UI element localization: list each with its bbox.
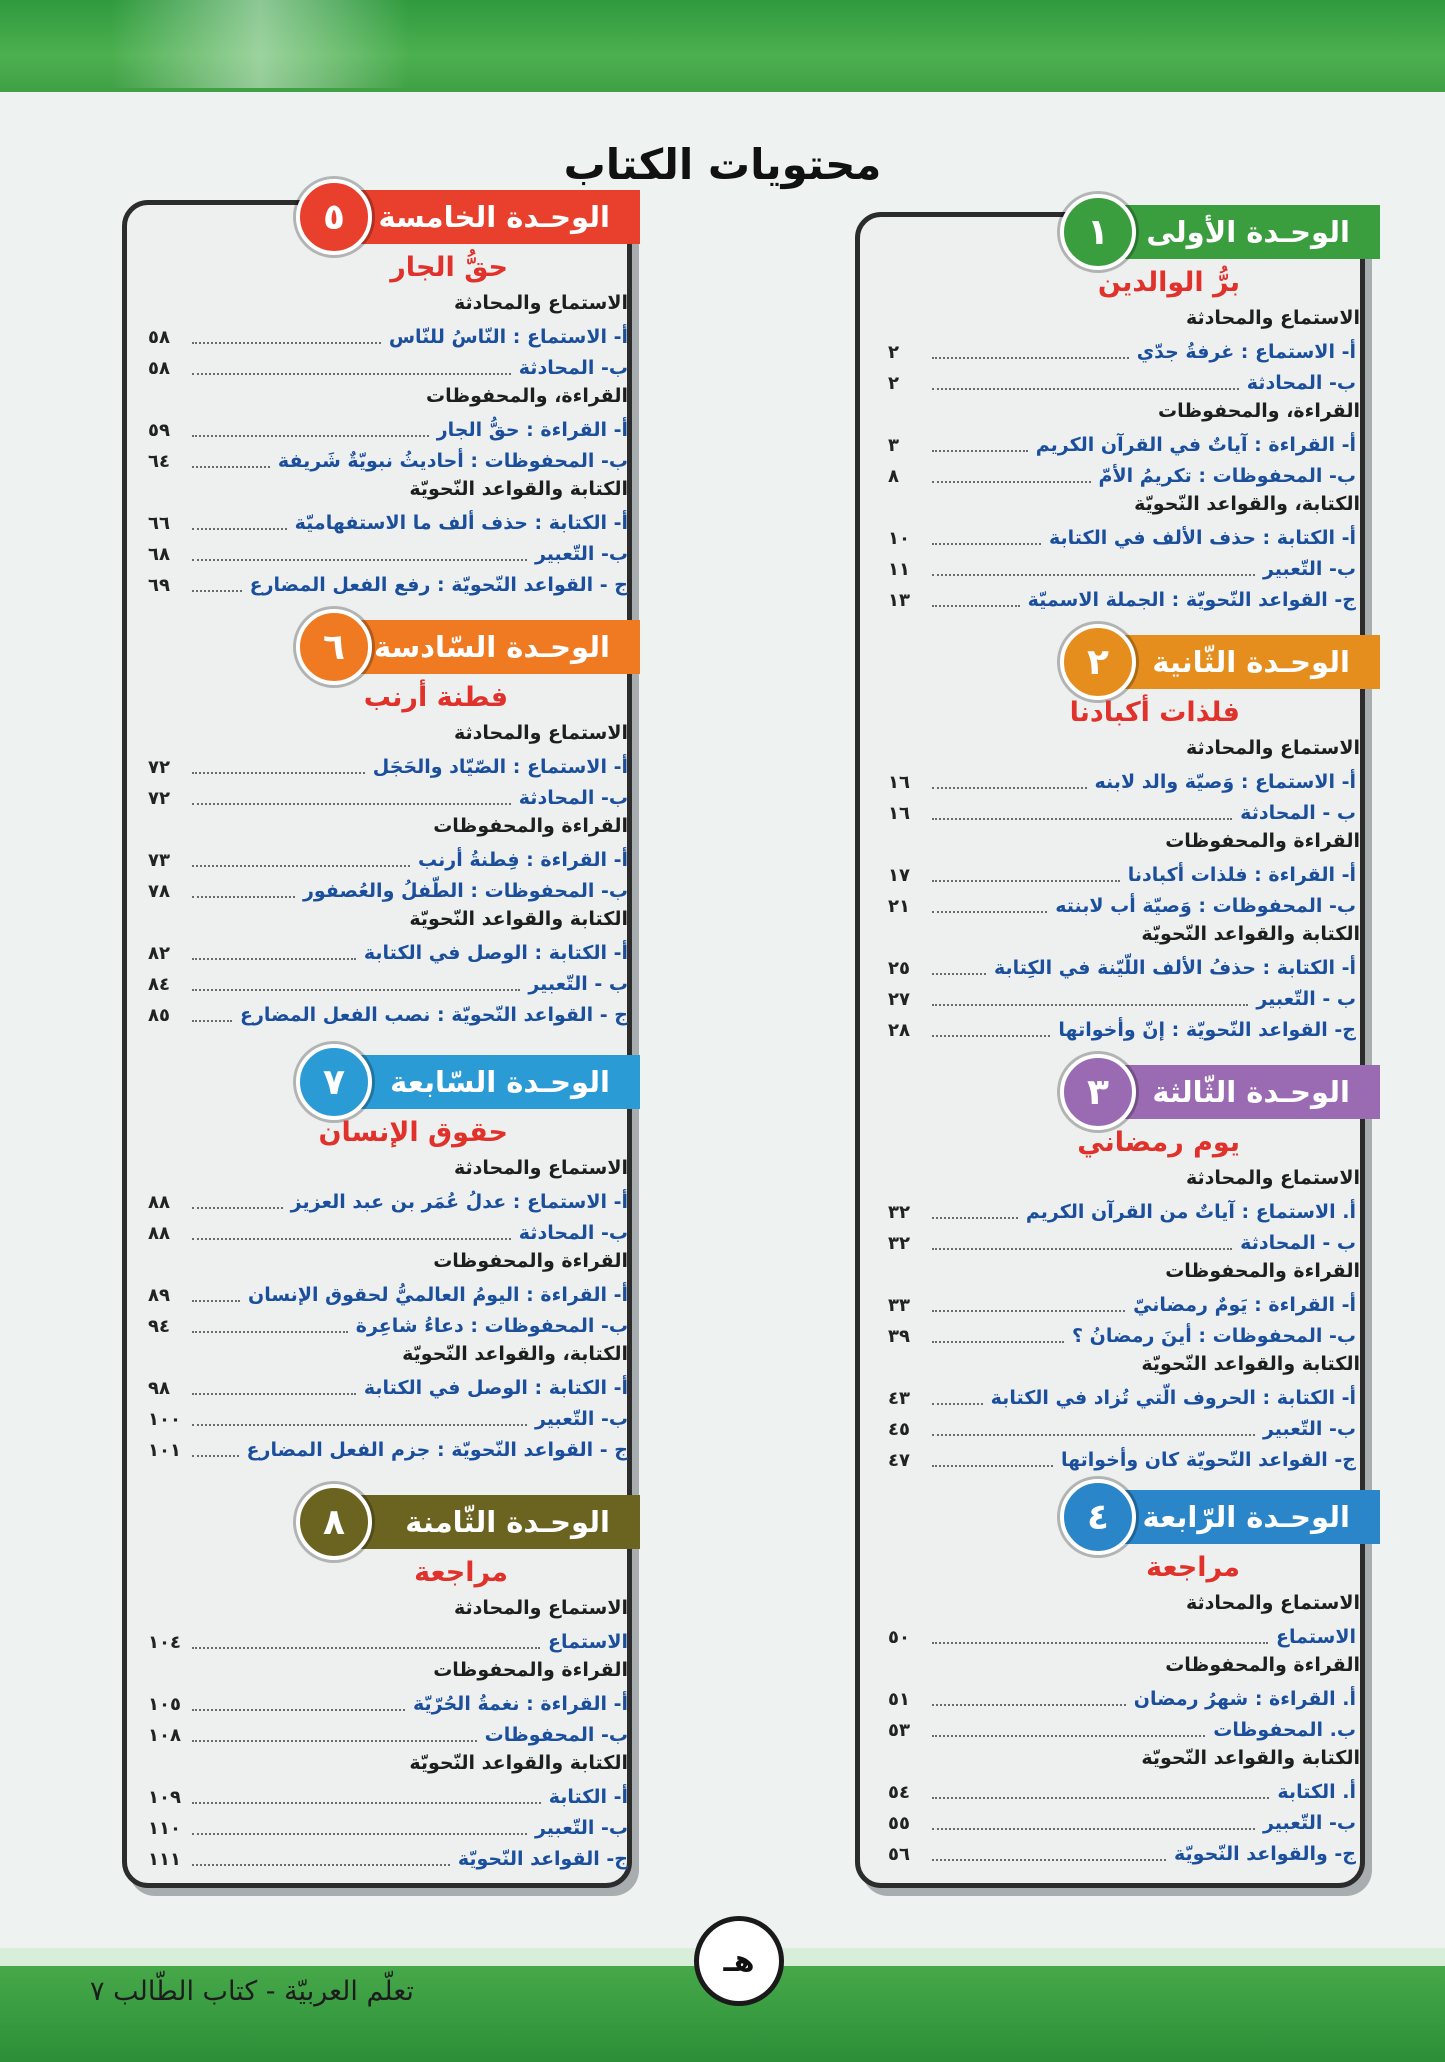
section-heading: الكتابة والقواعد النّحويّة — [409, 908, 628, 930]
toc-entry-label: أ- القراءة : نغمةُ الحُرّيّة — [413, 1693, 628, 1715]
toc-entry-page: ٥٨ — [148, 326, 170, 348]
dot-leader — [932, 1630, 1268, 1644]
dot-leader — [192, 516, 287, 530]
section-heading: القراءة والمحفوظات — [433, 1659, 628, 1681]
toc-entry[interactable] — [148, 1783, 628, 1811]
section-heading: الكتابة والقواعد النّحويّة — [1141, 923, 1360, 945]
toc-entry-page: ٨ — [888, 465, 899, 487]
dot-leader — [192, 884, 295, 898]
dot-leader — [192, 1288, 240, 1302]
section-heading: الاستماع والمحادثة — [454, 292, 628, 314]
section-heading: الكتابة والقواعد النّحويّة — [1141, 1353, 1360, 1375]
unit-number-badge: ٢ — [1060, 624, 1136, 700]
section-heading: الاستماع والمحادثة — [1186, 737, 1360, 759]
toc-entry-label: ب- المحفوظات : دعاءُ شاعِرة — [355, 1315, 628, 1337]
toc-entry-label: ب- التّعبير — [534, 1408, 628, 1430]
dot-leader — [932, 868, 1120, 882]
toc-entry-label: ج - القواعد النّحويّة : جزم الفعل المضارع — [246, 1439, 628, 1461]
section-heading: القراءة والمحفوظات — [1165, 1260, 1360, 1282]
toc-entry-label: الاستماع — [1276, 1626, 1356, 1648]
toc-entry[interactable] — [888, 462, 1356, 490]
section-heading: القراءة، والمحفوظات — [1157, 400, 1360, 422]
section-heading: الاستماع والمحادثة — [454, 1157, 628, 1179]
toc-entry-page: ٦٤ — [148, 450, 170, 472]
toc-entry-label: أ- الكتابة : حذف ألف ما الاستفهاميّة — [294, 512, 628, 534]
toc-entry-page: ١٠٩ — [148, 1786, 181, 1808]
dot-leader — [192, 1635, 540, 1649]
dot-leader — [932, 1422, 1255, 1436]
unit-banner: الوحـدة الثّامنة — [330, 1495, 640, 1549]
unit-number-badge: ٣ — [1060, 1054, 1136, 1130]
top-band-shine — [110, 0, 410, 88]
dot-leader — [932, 531, 1041, 545]
unit-theme-title: فلذات أكبادنا — [1069, 697, 1240, 728]
toc-entry-page: ٦٨ — [148, 543, 170, 565]
toc-entry-page: ٧٢ — [148, 756, 170, 778]
dot-leader — [192, 760, 365, 774]
toc-entry-label: ج- القواعد النّحويّة — [457, 1848, 628, 1870]
toc-entry-label: ب- التّعبير — [1262, 558, 1356, 580]
toc-entry-page: ٦٦ — [148, 512, 170, 534]
dot-leader — [932, 806, 1232, 820]
toc-entry[interactable] — [148, 877, 628, 905]
toc-entry-label: ب- المحفوظات — [484, 1724, 628, 1746]
toc-entry-page: ٨٩ — [148, 1284, 170, 1306]
toc-entry-page: ٣٢ — [888, 1232, 910, 1254]
dot-leader — [932, 1236, 1232, 1250]
toc-entry-label: ب- المحفوظات : أينَ رمضانُ ؟ — [1072, 1325, 1356, 1347]
toc-entry-label: أ- الاستماع : وَصيّة والد لابنه — [1094, 771, 1356, 793]
toc-entry-page: ٨٥ — [148, 1004, 170, 1026]
unit-number-badge: ٥ — [296, 179, 372, 255]
toc-entry-page: ١٠١ — [148, 1439, 181, 1461]
dot-leader — [192, 1852, 450, 1866]
toc-entry[interactable] — [888, 1778, 1356, 1806]
toc-entry[interactable] — [148, 846, 628, 874]
section-heading: الكتابة والقواعد النّحويّة — [409, 478, 628, 500]
toc-entry-label: ب - المحادثة — [1240, 802, 1356, 824]
toc-entry-label: ب- المحفوظات : تكريمُ الأمّ — [1098, 465, 1356, 487]
toc-entry[interactable] — [888, 861, 1356, 889]
dot-leader — [192, 361, 511, 375]
toc-entry-label: ب - المحادثة — [1240, 1232, 1356, 1254]
toc-entry[interactable] — [888, 1198, 1356, 1226]
dot-leader — [932, 1847, 1166, 1861]
toc-entry-page: ٤٧ — [888, 1449, 910, 1471]
toc-entry[interactable] — [888, 1415, 1356, 1443]
toc-entry-label: ب- المحادثة — [1246, 372, 1356, 394]
unit-banner: الوحـدة الخامسة — [330, 190, 640, 244]
unit-theme-title: برُّ الوالدين — [1097, 267, 1240, 298]
toc-entry-label: ب- المحفوظات : الطّفلُ والعُصفور — [302, 880, 628, 902]
dot-leader — [932, 1023, 1050, 1037]
dot-leader — [192, 1008, 232, 1022]
section-heading: الاستماع والمحادثة — [1186, 1592, 1360, 1614]
toc-entry-page: ٨٤ — [148, 973, 170, 995]
toc-entry[interactable] — [888, 1291, 1356, 1319]
toc-entry-page: ١٠٠ — [148, 1408, 181, 1430]
toc-entry[interactable] — [888, 431, 1356, 459]
toc-entry-label: ب - التّعبير — [1256, 988, 1356, 1010]
toc-entry[interactable] — [888, 555, 1356, 583]
toc-entry-page: ١٠٥ — [148, 1693, 181, 1715]
section-heading: الاستماع والمحادثة — [454, 722, 628, 744]
dot-leader — [192, 1728, 477, 1742]
toc-entry-page: ٢٨ — [888, 1019, 910, 1041]
toc-entry-label: أ- الكتابة : الوصل في الكتابة — [363, 1377, 628, 1399]
toc-entry-label: أ- القراءة : يَومٌ رمضانيّ — [1133, 1294, 1356, 1316]
toc-entry[interactable] — [888, 1016, 1356, 1044]
toc-entry-label: أ. الاستماع : آياتٌ من القرآن الكريم — [1025, 1201, 1356, 1223]
toc-entry-label: أ- الكتابة : حذفُ الألف اللّيّنة في الكِتابة — [993, 957, 1356, 979]
toc-entry-label: ب- التّعبير — [1262, 1812, 1356, 1834]
toc-entry-label: ب- المحادثة — [518, 787, 628, 809]
toc-entry-label: ج- القواعد النّحويّة كان وأخواتها — [1060, 1449, 1356, 1471]
toc-entry[interactable] — [148, 447, 628, 475]
toc-entry[interactable] — [888, 954, 1356, 982]
toc-entry-label: ج - القواعد النّحويّة : رفع الفعل المضارع — [249, 574, 628, 596]
dot-leader — [932, 593, 1020, 607]
dot-leader — [932, 775, 1087, 789]
dot-leader — [192, 791, 511, 805]
toc-entry[interactable] — [888, 1809, 1356, 1837]
toc-entry[interactable] — [148, 354, 628, 382]
toc-entry[interactable] — [148, 1219, 628, 1247]
toc-entry-page: ٨٨ — [148, 1191, 170, 1213]
toc-entry-label: ب - التّعبير — [528, 973, 628, 995]
toc-entry[interactable] — [888, 1623, 1356, 1651]
toc-entry-label: ج- القواعد النّحويّة : إنّ وأخواتها — [1058, 1019, 1356, 1041]
dot-leader — [192, 1412, 527, 1426]
dot-leader — [932, 562, 1255, 576]
dot-leader — [932, 1692, 1126, 1706]
toc-entry[interactable] — [148, 1188, 628, 1216]
toc-entry-label: ب- المحادثة — [518, 357, 628, 379]
dot-leader — [192, 1319, 348, 1333]
dot-leader — [932, 899, 1047, 913]
toc-entry-page: ١٣ — [888, 589, 910, 611]
toc-entry-label: أ- القراءة : فِطنةُ أرنب — [418, 849, 628, 871]
toc-entry-label: ج- والقواعد النّحويّة — [1174, 1843, 1356, 1865]
toc-entry-label: ج- القواعد النّحويّة : الجملة الاسميّة — [1027, 589, 1356, 611]
toc-entry-page: ٤٥ — [888, 1418, 910, 1440]
unit-theme-title: حقُّ الجار — [390, 252, 508, 283]
toc-entry[interactable] — [148, 509, 628, 537]
toc-entry-label: أ- القراءة : اليومُ العالميُّ لحقوق الإنسان — [248, 1284, 628, 1306]
toc-entry-page: ١٠٤ — [148, 1631, 181, 1653]
unit-banner: الوحـدة الأولى — [1070, 205, 1380, 259]
toc-entry-label: أ- القراءة : فلذات أكبادنا — [1127, 864, 1356, 886]
unit-banner: الوحـدة السّابعة — [330, 1055, 640, 1109]
unit-banner: الوحـدة الرّابعة — [1070, 1490, 1380, 1544]
unit-banner: الوحـدة الثّالثة — [1070, 1065, 1380, 1119]
toc-entry-page: ٢١ — [888, 895, 910, 917]
toc-entry[interactable] — [148, 1374, 628, 1402]
dot-leader — [192, 1443, 239, 1457]
toc-entry-label: أ. القراءة : شهرُ رمضان — [1133, 1688, 1356, 1710]
toc-entry-label: أ- الكتابة : حذف الألف في الكتابة — [1049, 527, 1356, 549]
unit-theme-title: فطنة أرنب — [363, 682, 508, 713]
toc-entry-page: ٢٥ — [888, 957, 910, 979]
toc-entry[interactable] — [148, 784, 628, 812]
toc-entry-page: ٢ — [888, 341, 899, 363]
toc-entry-label: ب- التّعبير — [534, 543, 628, 565]
toc-entry[interactable] — [888, 892, 1356, 920]
toc-entry-page: ٥٨ — [148, 357, 170, 379]
footer-text: تعلّم العربيّة - كتاب الطّالب ٧ — [90, 1976, 414, 2007]
unit-number-badge: ٨ — [296, 1484, 372, 1560]
section-heading: الكتابة والقواعد النّحويّة — [1141, 1747, 1360, 1769]
toc-entry-page: ٧٣ — [148, 849, 170, 871]
toc-entry-label: ب- المحفوظات : وَصيّة أب لابنته — [1055, 895, 1356, 917]
dot-leader — [932, 961, 986, 975]
unit-theme-title: يوم رمضاني — [1077, 1127, 1240, 1158]
toc-entry-label: أ- الاستماع : النّاسُ للنّاس — [388, 326, 628, 348]
dot-leader — [192, 1790, 541, 1804]
toc-entry-page: ٣٢ — [888, 1201, 910, 1223]
toc-entry-page: ٨٢ — [148, 942, 170, 964]
unit-number-badge: ١ — [1060, 194, 1136, 270]
dot-leader — [932, 1785, 1269, 1799]
toc-entry-label: أ- الكتابة — [548, 1786, 628, 1808]
toc-entry-page: ١٦ — [888, 802, 910, 824]
toc-entry-page: ٣٩ — [888, 1325, 910, 1347]
toc-entry[interactable] — [148, 1001, 628, 1029]
toc-entry-page: ١١ — [888, 558, 910, 580]
toc-entry-page: ٣٣ — [888, 1294, 910, 1316]
toc-entry[interactable] — [888, 799, 1356, 827]
toc-entry[interactable] — [888, 1840, 1356, 1868]
dot-leader — [932, 469, 1091, 483]
toc-entry[interactable] — [888, 586, 1356, 614]
unit-banner: الوحـدة السّادسة — [330, 620, 640, 674]
toc-entry-page: ٥٠ — [888, 1626, 910, 1648]
toc-entry-page: ١٧ — [888, 864, 910, 886]
toc-entry[interactable] — [888, 338, 1356, 366]
toc-entry[interactable] — [148, 540, 628, 568]
toc-entry[interactable] — [148, 939, 628, 967]
unit-number-badge: ٤ — [1060, 1479, 1136, 1555]
dot-leader — [192, 423, 429, 437]
toc-entry[interactable] — [148, 1436, 628, 1464]
toc-entry-page: ٩٨ — [148, 1377, 170, 1399]
toc-entry-page: ٥٤ — [888, 1781, 910, 1803]
toc-entry[interactable] — [888, 1229, 1356, 1257]
toc-entry-page: ٥١ — [888, 1688, 910, 1710]
toc-entry-label: ب- المحادثة — [518, 1222, 628, 1244]
dot-leader — [192, 977, 520, 991]
toc-entry-page: ٣ — [888, 434, 899, 456]
toc-entry[interactable] — [148, 753, 628, 781]
dot-leader — [192, 330, 381, 344]
toc-entry[interactable] — [148, 1845, 628, 1873]
toc-entry[interactable] — [888, 768, 1356, 796]
dot-leader — [192, 1381, 356, 1395]
unit-theme-title: مراجعة — [1146, 1552, 1240, 1583]
toc-entry-label: أ. الكتابة — [1277, 1781, 1356, 1803]
section-heading: الاستماع والمحادثة — [1186, 307, 1360, 329]
dot-leader — [192, 1226, 511, 1240]
section-heading: الاستماع والمحادثة — [1186, 1167, 1360, 1189]
dot-leader — [932, 1298, 1125, 1312]
dot-leader — [932, 1391, 983, 1405]
toc-entry-label: أ- الاستماع : عدلُ عُمَر بن عبد العزيز — [290, 1191, 628, 1213]
page-number-badge: هـ — [694, 1916, 784, 2006]
page-title: محتويات الكتاب — [563, 140, 882, 189]
toc-entry[interactable] — [888, 1716, 1356, 1744]
section-heading: القراءة والمحفوظات — [1165, 830, 1360, 852]
dot-leader — [932, 1453, 1053, 1467]
dot-leader — [932, 1816, 1255, 1830]
toc-entry-label: ب. المحفوظات — [1213, 1719, 1356, 1741]
dot-leader — [192, 547, 527, 561]
dot-leader — [932, 992, 1248, 1006]
section-heading: الكتابة، والقواعد النّحويّة — [1134, 493, 1360, 515]
toc-entry-page: ٥٥ — [888, 1812, 910, 1834]
dot-leader — [192, 578, 242, 592]
toc-entry[interactable] — [148, 970, 628, 998]
section-heading: الكتابة والقواعد النّحويّة — [409, 1752, 628, 1774]
toc-entry-page: ١٦ — [888, 771, 910, 793]
toc-entry-page: ٢٧ — [888, 988, 910, 1010]
toc-entry-label: أ- القراءة : آياتٌ في القرآن الكريم — [1035, 434, 1356, 456]
toc-entry-page: ٥٦ — [888, 1843, 910, 1865]
unit-theme-title: حقوق الإنسان — [318, 1117, 508, 1148]
section-heading: القراءة والمحفوظات — [433, 815, 628, 837]
toc-entry[interactable] — [888, 524, 1356, 552]
toc-entry[interactable] — [148, 1721, 628, 1749]
toc-entry-label: ب- التّعبير — [1262, 1418, 1356, 1440]
toc-entry[interactable] — [148, 1814, 628, 1842]
dot-leader — [192, 1697, 405, 1711]
toc-entry[interactable] — [148, 1281, 628, 1309]
toc-entry[interactable] — [888, 1446, 1356, 1474]
toc-entry-label: أ- الكتابة : الوصل في الكتابة — [363, 942, 628, 964]
dot-leader — [192, 1821, 527, 1835]
toc-entry-page: ١١١ — [148, 1848, 181, 1870]
toc-entry-page: ٤٣ — [888, 1387, 910, 1409]
dot-leader — [192, 1195, 283, 1209]
dot-leader — [932, 1329, 1064, 1343]
dot-leader — [192, 454, 270, 468]
toc-entry-page: ٥٣ — [888, 1719, 910, 1741]
toc-entry[interactable] — [148, 323, 628, 351]
section-heading: القراءة، والمحفوظات — [425, 385, 628, 407]
toc-entry-page: ٦٩ — [148, 574, 170, 596]
dot-leader — [932, 345, 1129, 359]
toc-entry-page: ١٠٨ — [148, 1724, 181, 1746]
toc-entry[interactable] — [148, 1628, 628, 1656]
dot-leader — [932, 1205, 1018, 1219]
toc-entry-page: ١١٠ — [148, 1817, 181, 1839]
toc-entry-label: أ- القراءة : حقُّ الجار — [436, 419, 628, 441]
toc-entry[interactable] — [148, 416, 628, 444]
toc-entry[interactable] — [888, 1685, 1356, 1713]
unit-number-badge: ٧ — [296, 1044, 372, 1120]
dot-leader — [932, 438, 1028, 452]
section-heading: القراءة والمحفوظات — [433, 1250, 628, 1272]
toc-entry[interactable] — [888, 1384, 1356, 1412]
toc-entry[interactable] — [148, 571, 628, 599]
toc-entry-label: أ- الاستماع : الصّيّاد والحَجَل — [372, 756, 628, 778]
unit-number-badge: ٦ — [296, 609, 372, 685]
section-heading: القراءة والمحفوظات — [1165, 1654, 1360, 1676]
toc-entry[interactable] — [888, 1322, 1356, 1350]
toc-entry-page: ٢ — [888, 372, 899, 394]
toc-entry[interactable] — [888, 369, 1356, 397]
unit-banner: الوحـدة الثّانية — [1070, 635, 1380, 689]
toc-entry-page: ٧٨ — [148, 880, 170, 902]
toc-entry-label: ب- التّعبير — [534, 1817, 628, 1839]
toc-entry-page: ٩٤ — [148, 1315, 170, 1337]
toc-entry-label: أ- الكتابة : الحروف الّتي تُزاد في الكتابة — [990, 1387, 1356, 1409]
toc-entry[interactable] — [148, 1312, 628, 1340]
toc-entry-label: أ- الاستماع : غرفةُ جدّي — [1136, 341, 1356, 363]
unit-theme-title: مراجعة — [414, 1557, 508, 1588]
toc-entry[interactable] — [888, 985, 1356, 1013]
toc-entry-page: ٨٨ — [148, 1222, 170, 1244]
toc-entry-label: ب- المحفوظات : أحاديثُ نبويّةٌ شَريفة — [277, 450, 628, 472]
dot-leader — [192, 946, 356, 960]
section-heading: الكتابة، والقواعد النّحويّة — [402, 1343, 628, 1365]
dot-leader — [932, 376, 1239, 390]
toc-entry-page: ٥٩ — [148, 419, 170, 441]
dot-leader — [192, 853, 410, 867]
section-heading: الاستماع والمحادثة — [454, 1597, 628, 1619]
toc-entry-page: ٧٢ — [148, 787, 170, 809]
toc-entry-label: ج - القواعد النّحويّة : نصب الفعل المضارع — [240, 1004, 628, 1026]
toc-entry-page: ١٠ — [888, 527, 910, 549]
toc-entry[interactable] — [148, 1405, 628, 1433]
toc-entry[interactable] — [148, 1690, 628, 1718]
dot-leader — [932, 1723, 1205, 1737]
top-band — [0, 0, 1445, 92]
toc-entry-label: الاستماع — [548, 1631, 628, 1653]
